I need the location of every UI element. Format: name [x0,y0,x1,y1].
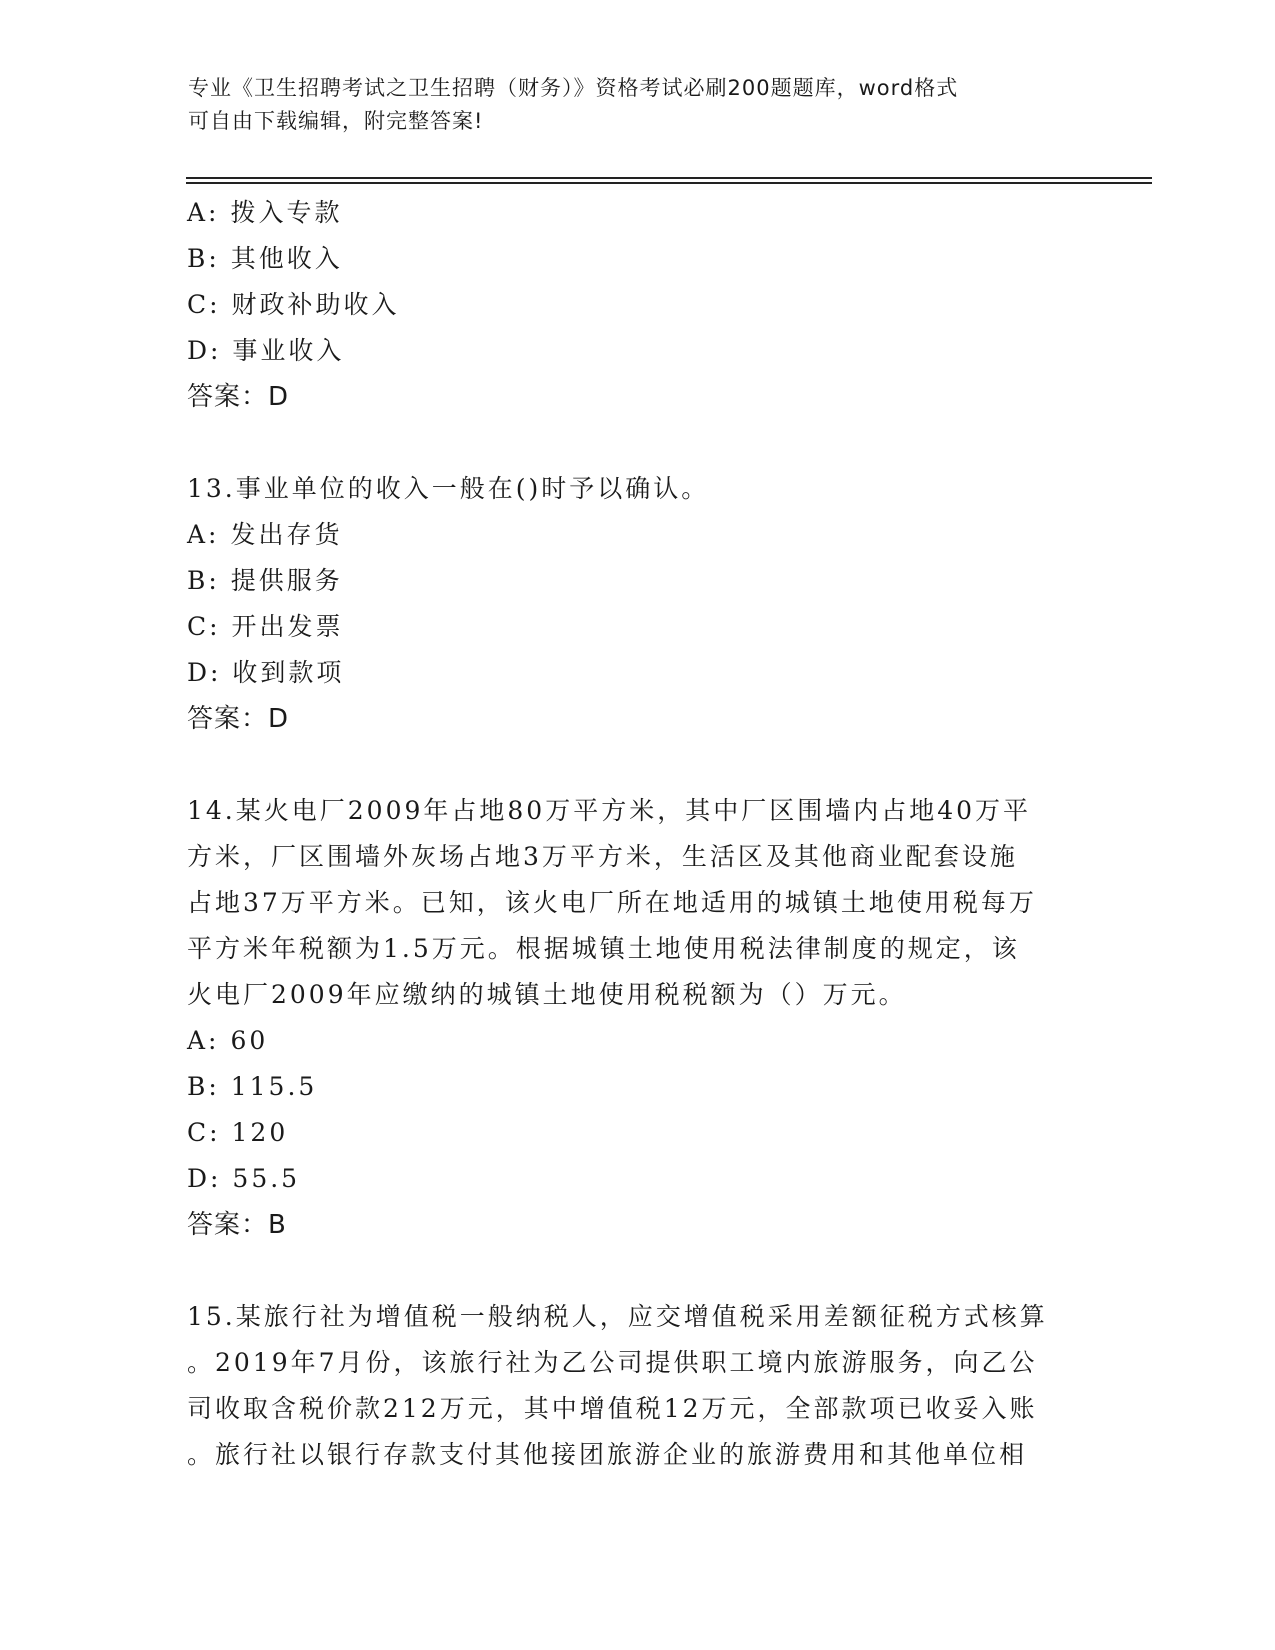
option-c: C: 120 [187,1118,289,1147]
document-header [188,72,1068,138]
question-stem: 13.事业单位的收入一般在()时予以确认。 [187,474,710,503]
question-stem-line: 司收取含税价款212万元，其中增值税12万元，全部款项已收妥入账 [187,1394,1038,1423]
question-stem-line: 火电厂2009年应缴纳的城镇土地使用税税额为（）万元。 [187,980,907,1009]
option-c: C: 财政补助收入 [187,290,400,319]
question-stem-line: 14.某火电厂2009年占地80万平方米，其中厂区围墙内占地40万平 [187,796,1032,825]
question-15 [187,1294,1087,1478]
answer: 答案：B [187,1210,287,1240]
header-rule-bottom [186,182,1152,184]
option-d: D: 事业收入 [187,336,345,365]
question-13 [187,466,1087,742]
header-line-2: 可自由下载编辑，附完整答案! [188,109,484,133]
question-12-continued [187,190,1087,420]
header-rule-top [186,177,1152,179]
question-stem-line: 。2019年7月份，该旅行社为乙公司提供职工境内旅游服务，向乙公 [187,1348,1038,1377]
question-stem-line: 占地37万平方米。已知，该火电厂所在地适用的城镇土地使用税每万 [187,888,1037,917]
header-line-1: 专业《卫生招聘考试之卫生招聘（财务）》资格考试必刷200题题库，word格式 [188,76,959,100]
question-stem-line: 15.某旅行社为增值税一般纳税人，应交增值税采用差额征税方式核算 [187,1302,1048,1331]
option-b: B: 提供服务 [187,566,343,595]
option-d: D: 收到款项 [187,658,345,687]
option-b: B: 115.5 [187,1072,318,1101]
question-stem-line: 平方米年税额为1.5万元。根据城镇土地使用税法律制度的规定，该 [187,934,1020,963]
option-a: A: 发出存货 [187,520,343,549]
option-b: B: 其他收入 [187,244,343,273]
question-stem-line: 方米，厂区围墙外灰场占地3万平方米，生活区及其他商业配套设施 [187,842,1018,871]
question-stem-line: 。旅行社以银行存款支付其他接团旅游企业的旅游费用和其他单位相 [187,1440,1028,1469]
answer: 答案：D [187,382,290,412]
question-14 [187,788,1087,1248]
option-d: D: 55.5 [187,1164,301,1193]
question-list [187,190,1087,1478]
option-c: C: 开出发票 [187,612,344,641]
option-a: A: 60 [187,1026,269,1055]
option-a: A: 拨入专款 [187,198,343,227]
answer: 答案：D [187,704,290,734]
